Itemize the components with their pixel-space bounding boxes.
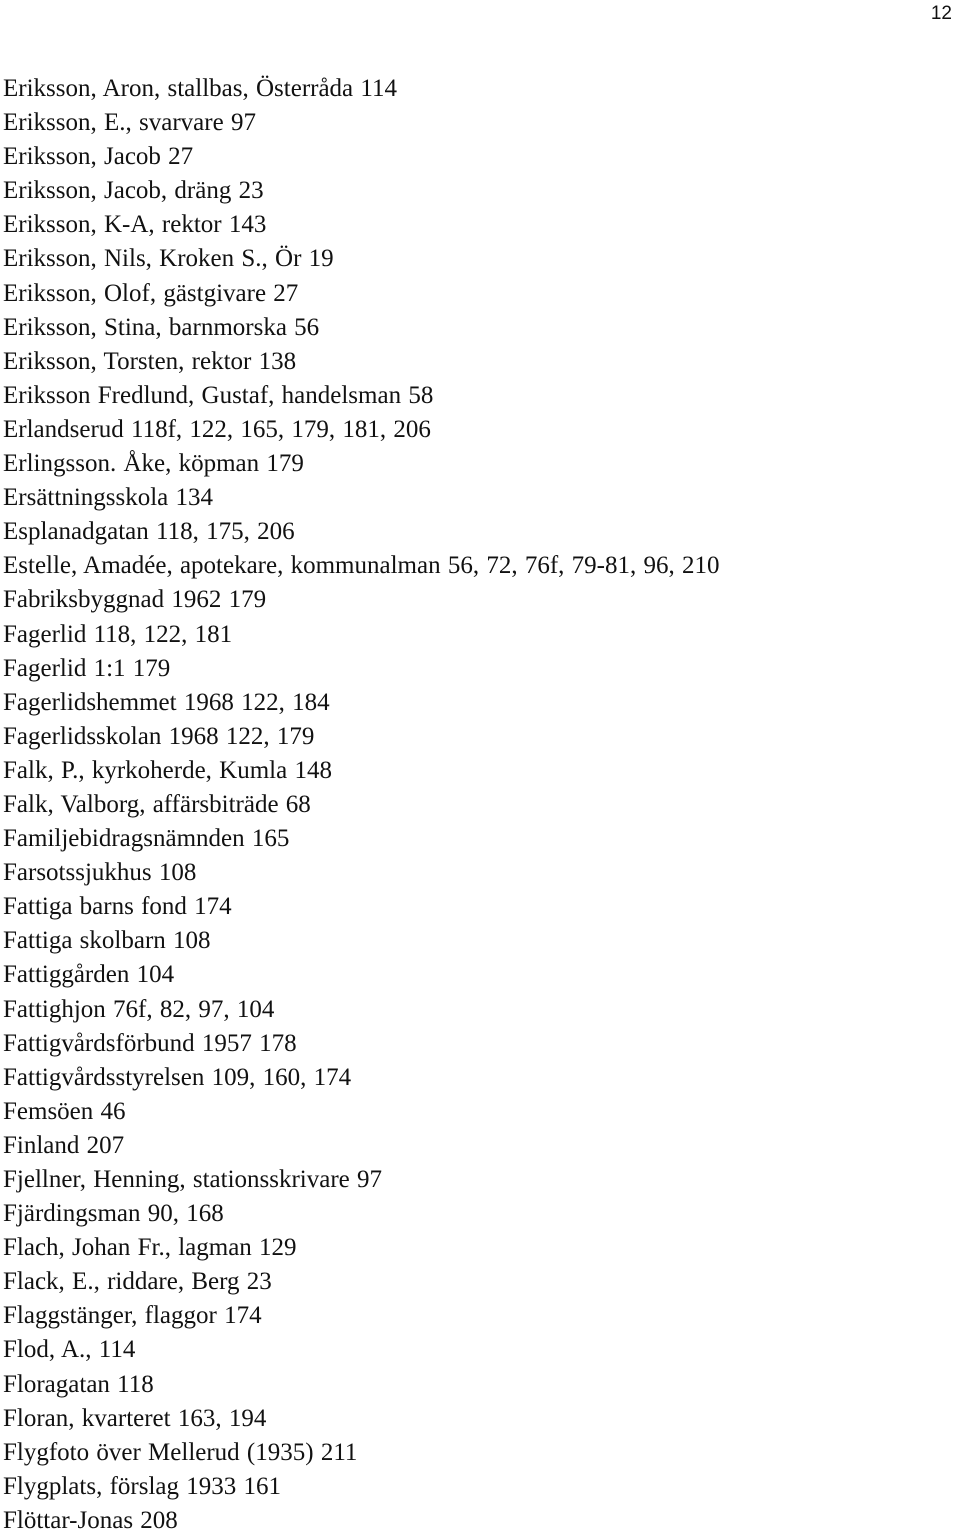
index-entry: Flygfoto över Mellerud (1935) 211 [3,1438,358,1466]
index-entry: Erlandserud 118f, 122, 165, 179, 181, 206 [3,415,431,443]
index-entry: Farsotssjukhus 108 [3,859,197,887]
index-entry: Fagerlid 118, 122, 181 [3,620,233,648]
index-entry: Eriksson, K-A, rektor 143 [3,211,267,239]
page-number: 12 [930,3,952,24]
index-entry: Eriksson, Jacob, dräng 23 [3,177,264,205]
index-entry: Eriksson, Torsten, rektor 138 [3,347,297,375]
index-entry: Flygplats, förslag 1933 161 [3,1472,281,1500]
index-entry: Fattiggården 104 [3,961,175,989]
index-entry: Fjärdingsman 90, 168 [3,1200,224,1228]
index-entry: Eriksson, Jacob 27 [3,143,194,171]
index-entry: Flöttar-Jonas 208 [3,1506,178,1534]
index-entry: Falk, Valborg, affärsbiträde 68 [3,790,311,818]
index-entry: Flod, A., 114 [3,1336,136,1364]
index-entry: Femsöen 46 [3,1097,126,1125]
index-entry: Flach, Johan Fr., lagman 129 [3,1234,297,1262]
index-entry: Eriksson, Nils, Kroken S., Ör 19 [3,245,334,273]
index-entry: Eriksson, Stina, barnmorska 56 [3,313,320,341]
index-entry: Floragatan 118 [3,1370,154,1398]
index-entry: Flack, E., riddare, Berg 23 [3,1268,272,1296]
index-entry: Floran, kvarteret 163, 194 [3,1404,267,1432]
index-entry: Estelle, Amadée, apotekare, kommunalman 56, 72, 76f, 79-81, 96, 210 [3,552,720,580]
index-entry: Fagerlidsskolan 1968 122, 179 [3,722,315,750]
index-list [3,72,719,1538]
index-entry: Esplanadgatan 118, 175, 206 [3,518,295,546]
index-entry: Falk, P., kyrkoherde, Kumla 148 [3,756,332,784]
index-entry: Fagerlid 1:1 179 [3,654,171,682]
index-entry: Eriksson Fredlund, Gustaf, handelsman 58 [3,381,434,409]
index-entry: Fabriksbyggnad 1962 179 [3,586,267,614]
index-entry: Flaggstänger, flaggor 174 [3,1302,262,1330]
index-entry: Familjebidragsnämnden 165 [3,825,290,853]
index-entry: Eriksson, E., svarvare 97 [3,109,256,137]
index-entry: Fagerlidshemmet 1968 122, 184 [3,688,330,716]
index-entry: Erlingsson. Åke, köpman 179 [3,450,304,478]
index-entry: Fattiga barns fond 174 [3,893,232,921]
index-entry: Eriksson, Olof, gästgivare 27 [3,279,299,307]
index-entry: Finland 207 [3,1131,125,1159]
index-entry: Ersättningsskola 134 [3,484,214,512]
index-entry: Fattighjon 76f, 82, 97, 104 [3,995,275,1023]
index-entry: Eriksson, Aron, stallbas, Österråda 114 [3,75,397,102]
index-entry: Fattigvårdsstyrelsen 109, 160, 174 [3,1063,352,1091]
index-entry: Fattigvårdsförbund 1957 178 [3,1029,297,1057]
index-entry: Fattiga skolbarn 108 [3,927,211,955]
index-entry: Fjellner, Henning, stationsskrivare 97 [3,1166,383,1193]
